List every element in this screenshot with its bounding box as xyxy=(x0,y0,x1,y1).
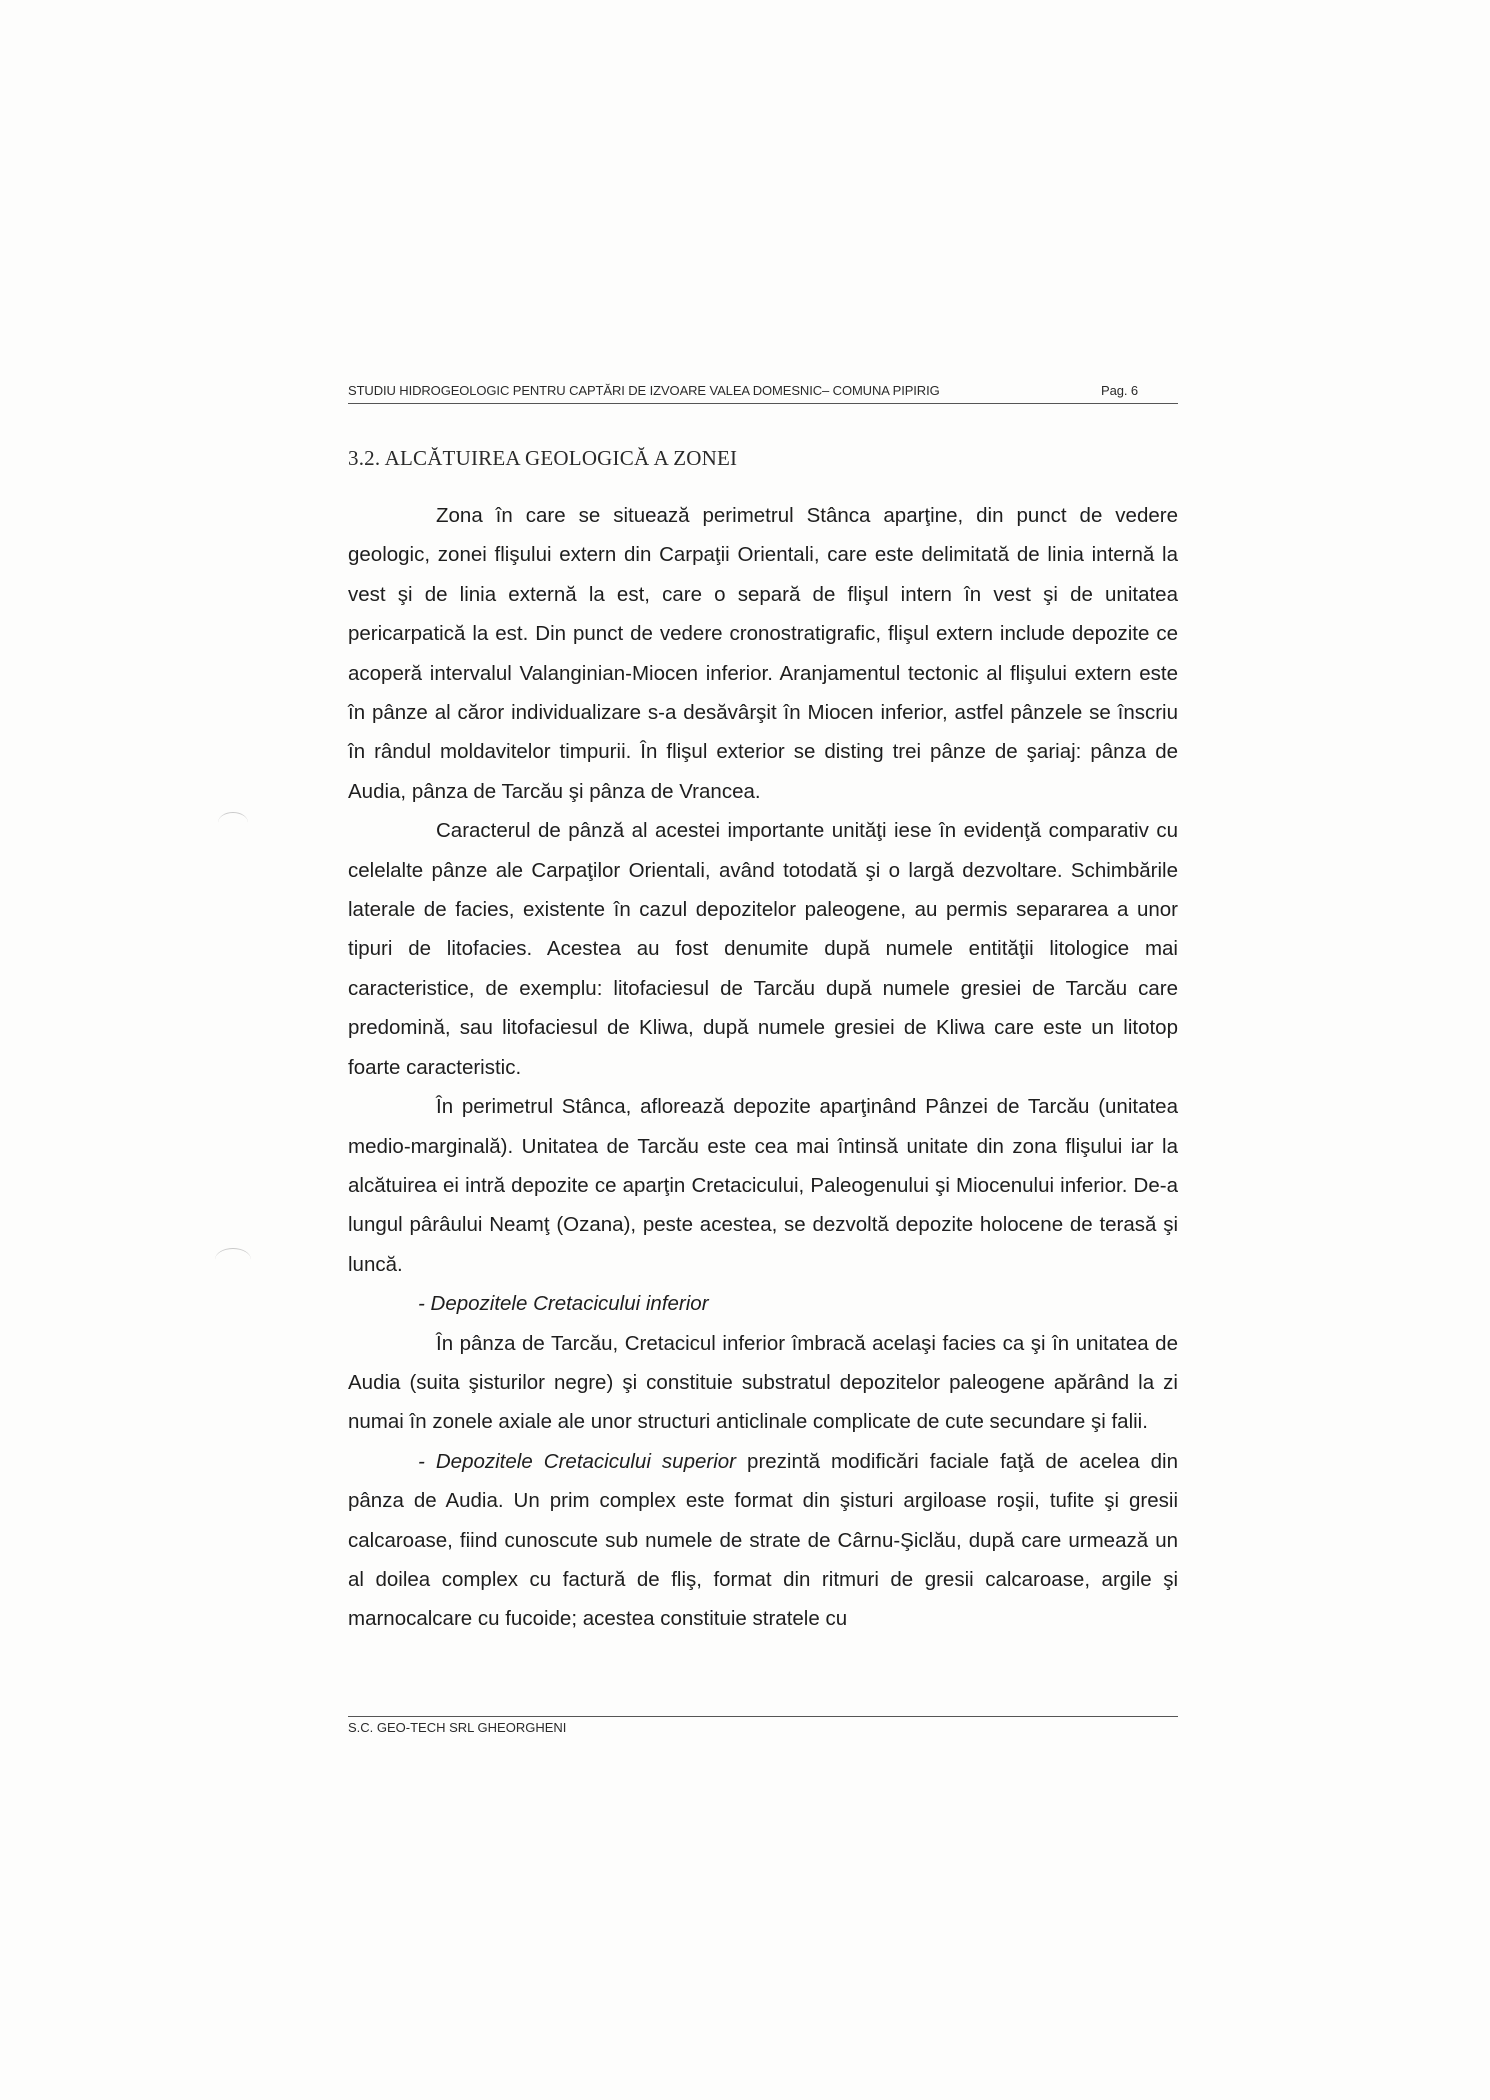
paragraph: Zona în care se situează perimetrul Stânca aparţine, din punct de vedere geologic, zonei flişului extern din Carpaţii Orientali, care este delimitată de linia internă la vest şi de linia externă la est, care o separă de flişul intern în vest şi de unitatea pericarpatică la est. Din punct de vedere cronostratigrafic, flişul extern include depozite ce acoperă intervalul Valanginian-Miocen inferior. Aranjamentul tectonic al flişului extern este în pânze al căror individualizare s-a desăvârşit în Miocen inferior, astfel pânzele se înscriu în rândul moldavitelor timpurii. În flişul exterior se disting trei pânze de şariaj: pânza de Audia, pânza de Tarcău şi pânza de Vrancea. xyxy=(348,504,1178,803)
header-title: STUDIU HIDROGEOLOGIC PENTRU CAPTĂRI DE IZVOARE VALEA DOMESNIC– COMUNA PIPIRIG xyxy=(348,383,940,398)
body-text xyxy=(348,496,1178,1639)
header-divider xyxy=(348,403,1178,404)
page-footer: S.C. GEO-TECH SRL GHEORGHENI xyxy=(348,1720,567,1735)
paragraph: În pânza de Tarcău, Cretacicul inferior îmbracă acelaşi facies ca şi în unitatea de Audia (suita şisturilor negre) şi constituie substratul depozitelor paleogene apărând la zi numai în zonele axiale ale unor structuri anticlinale complicate de cute secundare şi falii. xyxy=(348,1331,1178,1434)
paragraph xyxy=(348,1442,1178,1639)
section-title: 3.2. ALCĂTUIREA GEOLOGICĂ A ZONEI xyxy=(348,446,738,470)
footer-divider xyxy=(348,1716,1178,1717)
subheading xyxy=(348,1284,1178,1323)
page-header xyxy=(348,383,1178,398)
paragraph: Caracterul de pânză al acestei importante unităţi iese în evidenţă comparativ cu celelalte pânze ale Carpaţilor Orientali, având totodată şi o largă dezvoltare. Schimbările laterale de facies, existente în cazul depozitelor paleogene, au permis separarea a unor tipuri de litofacies. Acestea au fost denumite după numele entităţii litologice mai caracteristice, de exemplu: litofaciesul de Tarcău după numele gresiei de Tarcău care predomină, sau litofaciesul de Kliwa, după numele gresiei de Kliwa care este un litotop foarte caracteristic. xyxy=(348,819,1178,1079)
paragraph: În perimetrul Stânca, aflorează depozite aparţinând Pânzei de Tarcău (unitatea medio-marginală). Unitatea de Tarcău este cea mai întinsă unitate din zona flişului iar la alcătuirea ei intră depozite ce aparţin Cretacicului, Paleogenului şi Miocenului inferior. De-a lungul pârâului Neamţ (Ozana), peste acestea, se dezvoltă depozite holocene de terasă şi luncă. xyxy=(348,1095,1178,1276)
scan-artifact xyxy=(215,1248,251,1271)
scan-artifact xyxy=(218,812,248,833)
subheading-text: - Depozitele Cretacicului superior xyxy=(418,1449,736,1473)
paragraph-text: prezintă modificări faciale faţă de acelea din pânza de Audia. Un prim complex este format din şisturi argiloase roşii, tufite şi gresii calcaroase, fiind cunoscute sub numele de strate de Cârnu-Şiclău, după care urmează un al doilea complex cu factură de fliş, format din ritmuri de gresii calcaroase, argile şi marnocalcare cu fucoide; acestea constituie stratele cu xyxy=(348,1449,1178,1631)
page-number: Pag. 6 xyxy=(1101,383,1138,398)
subheading-text: - Depozitele Cretacicului inferior xyxy=(418,1292,709,1316)
